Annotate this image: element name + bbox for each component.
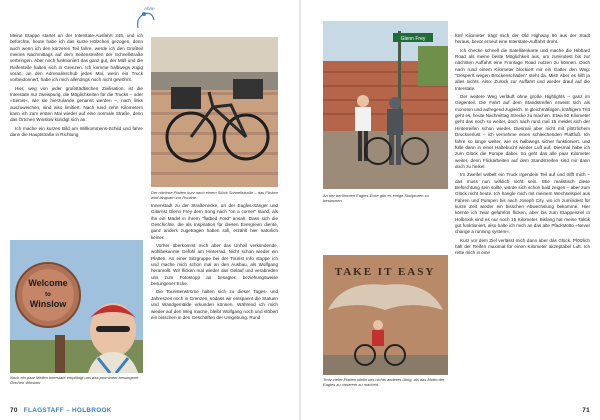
paragraph: Der weitere Weg verläuft ohne große Highlights – ganz im Gegenteil. Die Fahrt auf dem Standstreifen erweist sich als monoton und aufregend zugleich. In gleichmäßigen, kräftigem Tritt geht es, heute Nachmittag Strecke zu machen. Etwa 50 Kilometer geht das noch so weiter, doch nach rund mal 15 meldet sich der Hinterreifen schon wieder. Diesmal aber nicht mit plötzlichem Druckverlust – ich vernehme einen schleichenden Plattfuß. Ich fahre so lange weiter, wie es halbwegs sicher funktioniert, und fülle dann in einer Haltebucht wieder Luft auf. Diesmal habe ich zum Glück die Pumpe dabei. So geht das alle paar Kilometer weiter, denn Flickarbeiten auf dem Standstreifen sind mir dann doch zu heikel. [455, 94, 590, 169]
right-col-2 [455, 33, 590, 393]
paragraph: Ich checke schnell die Satellitenkarte und mache die Hibbard Road als meine beste Möglichkeit aus, um zumindest bis zur nächsten Auffahrt eine Frontage Road nutzen zu können. Doch nach rund einem Kilometer blockiert mir ein Gatter den Weg: "Gesperrt wegen Brückenschäden" steht da. Mist! Aber es hilft ja alles nichts. Also: Zurück zur Auffahrt und wieder drauf auf die Interstate. [455, 47, 590, 91]
paragraph: Kurz vor dem Ziel verlässt mich dann aber das Glück. Plötzlich hält der Reifen maximal für einen Kilometer akzeptabel Luft. Ich rette mich in eine [455, 237, 590, 256]
left-col-2 [151, 203, 278, 381]
photo-take-it-easy-mural [323, 255, 448, 375]
paragraph: Die Touristenströme halten sich zu dieser Tages- und Jahreszeit noch in Grenzen, sodass wir entspannt die Statuen und Wandgemälde erkunden können. Während ich mich wieder auf den Weg mache, bleibt Wolfgang noch und stöbert ein bisschen in den Geschäften der Umgebung. Rund [151, 289, 278, 320]
sign-text: to [45, 292, 51, 298]
photo-welcome-winslow [10, 240, 143, 373]
page-number: 70 [10, 407, 18, 414]
left-col-1 [10, 33, 143, 270]
photo-bike-flat-tire [151, 37, 278, 187]
photo-eagles-corner [323, 21, 448, 189]
mural-text: TAKE IT EASY [334, 266, 436, 278]
photo-caption: Trotz vieler Platten bleibt uns nichts anderes übrig, als das Motto der Eagles zu unserem zu machen. [323, 377, 445, 387]
sign-text: Winslow [29, 299, 67, 309]
ahne-doodle-icon [134, 6, 158, 36]
folio-title: FLAGSTAFF – HOLBROOK [23, 407, 112, 414]
gutter [299, 0, 301, 420]
photo-caption: Noch ein paar Meilen Interstate empfängt uns das prominent besungene Örtchen Winslow [10, 375, 139, 385]
paragraph: Ich mache ein kurzes Bild am Willkommens-Schild und fahre dann die Hauptstraße in Richtung [10, 125, 143, 138]
paragraph: Vorher überkommt mich aber das Unheil verkündende, wohlbekannte Gefühl am Hinterrad. Nicht schon wieder ein Platten. An einer Sitzgruppe bei der Tourist Info stoppe ich und mache mich schon mal an den Ausbau, als Wolfgang heranrollt. Wir flicken mal wieder das Geläuf und verabreden uns zum Fotostopp an besagter, beziehungsweise besungener Ecke. [151, 243, 278, 287]
page-number: 71 [582, 407, 590, 414]
doodle-label: Ahne [144, 6, 155, 11]
right-folio [582, 407, 590, 414]
paragraph: Meine Etappe startet an der Interstate-Ausfahrt 245, und ich befürchte, heute habe ich das kurze Hölzchen gezogen, denn auch wenn ich den kürzeren Teil fahre, werde ich den Großteil meines Nachmittags auf dem Seitenstreifen der Schnellstraße verbringen. Aber noch funktioniert das ganz gut, der Müll und die Reifenteile halten sich in Grenzen. Ich komme halbwegs zügig voran, an den Adrenalinschub jedes Mal, wenn ein Truck vorbeidonnert, habe ich mich allerdings noch nicht gewöhnt. [10, 33, 143, 83]
photo-caption: An der berühmten Eagles-Ecke gibt es einige Skulpturen zu bestaunen. [323, 193, 429, 203]
street-sign-text: Glenn Frey [400, 36, 426, 42]
paragraph: Im Zweifel wirbelt ein Truck irgendein Teil auf und trifft mich – das muss nun wirklich nicht sein. Wie realistisch diese Befürchtung sein sollte, würde sich schon bald zeigen – aber zum Glück nicht heute. Ich hangle mich mit meinem Wechselspiel aus Fahren und Pumpen bis nach Joseph City, wo ich zumindest für kurze Zeit wieder ein bisschen Abwechslung bekomme. Hier könnte ich zwar gefahrlos flicken, aber bis zum Etappenziel in Holbrook sind es nur noch 15 Kilometer. Bislang hat meine Taktik gut funktioniert, also halte ich mich an das alte Pfad-Motto »Never change a running system«. [455, 172, 590, 235]
paragraph: Hier, weg von jeder großstädtischen Zivilisation, ist die Interstate nur zweispurig, die Möglichkeiten für die Trucks – oder »Semis«, wie sie hierzulande genannt werden –, nach links auszuweichen, sind also limitiert. Nach rund zehn Kilometern kann ich zum ersten Mal wieder auf eine normale Straße, denn das Örtchen Winslow kündigt sich an. [10, 85, 143, 123]
left-folio [10, 407, 112, 414]
paragraph: Innenstadt zu der Straßenecke, an der Eagles-Sänger und Gitarrist Glenn Frey dem Song nach "on a corner" stand, als ihn ein Mädel in ihrem "flatbed Ford" ansah. Dass sich die Geschichte, die als Inspiration für diesen Evergreen diente, ganz anders zugetragen haben soll, erzählt hier natürlich keiner. [151, 203, 278, 240]
paragraph: fünf Kilometer trägt mich der Old Highway 66 aus der Stadt heraus, bevor erneut eine Interstate-Auffahrt droht. [455, 33, 590, 45]
sign-text: Welcome [28, 278, 68, 288]
photo-caption: Der nächste Platten kurz nach einem Stück Schnellstraße – das Flicken wird langsam zur Routine. [151, 190, 278, 200]
